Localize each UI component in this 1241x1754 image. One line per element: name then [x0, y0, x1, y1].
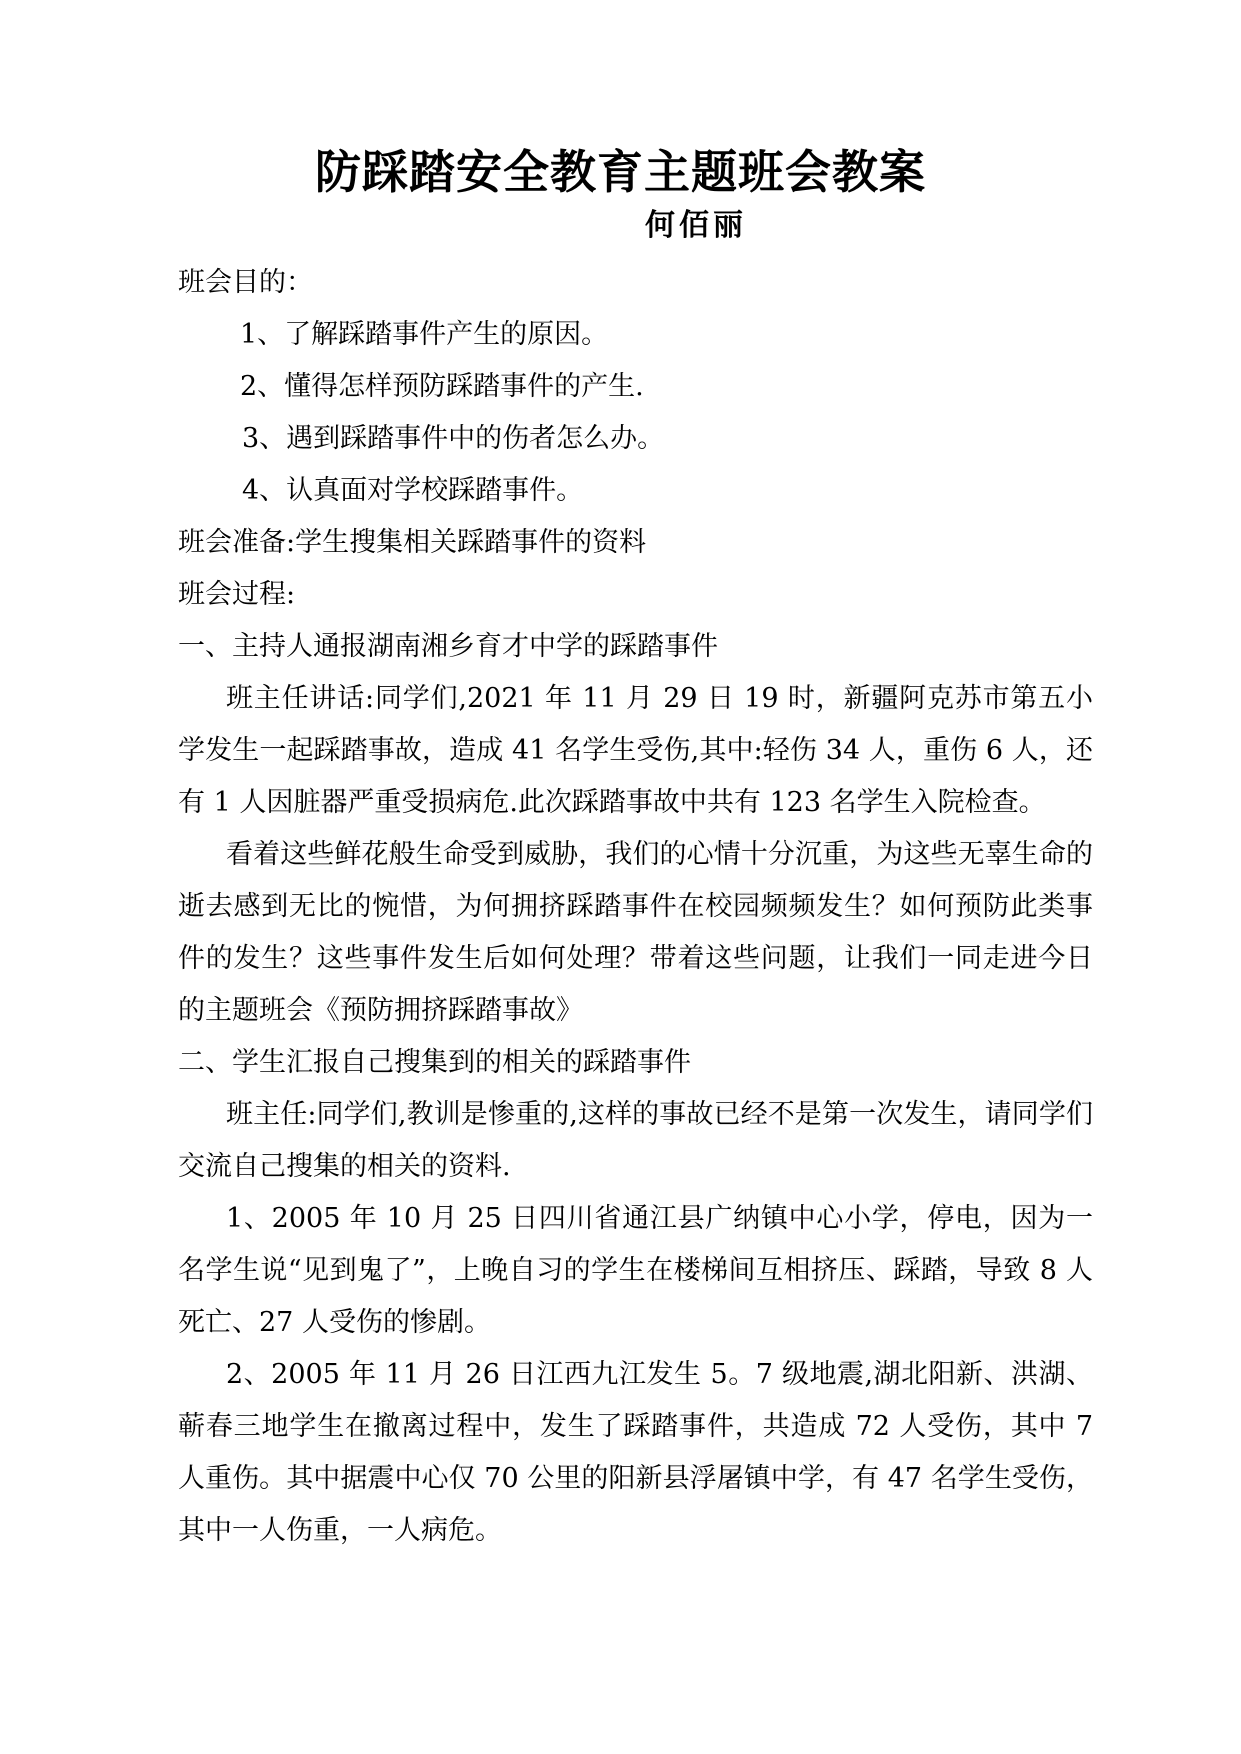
section1-paragraph: 看着这些鲜花般生命受到威胁，我们的心情十分沉重，为这些无辜生命的逝去感到无比的惋惜，为何拥挤踩踏事件在校园频频发生？如何预防此类事件的发生？这些事件发生后如何处理？带着这些问题，让我们一同走进今日的主题班会《预防拥挤踩踏事故》	[178, 839, 1093, 1026]
purpose-item: 3、遇到踩踏事件中的伤者怎么办。	[242, 423, 665, 454]
document-body	[178, 257, 1093, 1557]
document-title: 防踩踏安全教育主题班会教案	[315, 145, 926, 199]
section2-paragraph: 班主任:同学们,教训是惨重的,这样的事故已经不是第一次发生，请同学们交流自己搜集的相关的资料.	[178, 1099, 1093, 1182]
section1-heading: 一、主持人通报湖南湘乡育才中学的踩踏事件	[178, 631, 718, 662]
section2-list-item: 2、2005 年 11 月 26 日江西九江发生 5。7 级地震,湖北阳新、洪湖、蕲春三地学生在撤离过程中，发生了踩踏事件，共造成 72 人受伤，其中 7 人重伤。其中据震中心仅 70 公里的阳新县浮屠镇中学，有 47 名学生受伤，其中一人伤重，一人病危。	[178, 1359, 1093, 1546]
section2-list-item: 1、2005 年 10 月 25 日四川省通江县广纳镇中心小学，停电，因为一名学生说“见到鬼了”，上晚自习的学生在楼梯间互相挤压、踩踏，导致 8 人死亡、27 人受伤的惨剧。	[178, 1203, 1093, 1338]
purpose-heading: 班会目的：	[178, 267, 313, 298]
purpose-item: 2、懂得怎样预防踩踏事件的产生.	[240, 371, 644, 402]
preparation-line: 班会准备:学生搜集相关踩踏事件的资料	[178, 527, 647, 558]
purpose-item: 1、了解踩踏事件产生的原因。	[240, 319, 609, 350]
purpose-item: 4、认真面对学校踩踏事件。	[242, 475, 584, 506]
section1-paragraph: 班主任讲话:同学们,2021 年 11 月 29 日 19 时，新疆阿克苏市第五小学发生一起踩踏事故，造成 41 名学生受伤,其中:轻伤 34 人，重伤 6 人，还有 1 人因脏器严重受损病危.此次踩踏事故中共有 123 名学生入院检查。	[178, 683, 1093, 818]
section2-heading: 二、学生汇报自己搜集到的相关的踩踏事件	[178, 1047, 691, 1078]
process-heading: 班会过程:	[178, 579, 296, 610]
author-name: 何佰丽	[645, 208, 747, 243]
